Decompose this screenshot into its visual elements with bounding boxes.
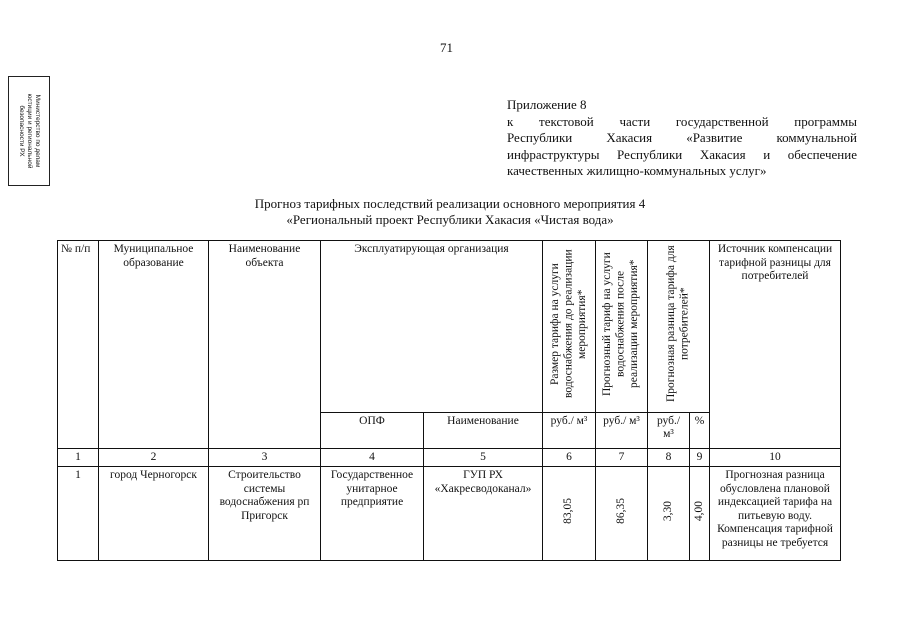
row-diff-rub-value: 3,30: [661, 501, 674, 522]
row-tariff-after: [596, 467, 648, 561]
row-diff-rub: [648, 467, 690, 561]
header-unit-diff: руб./ м³: [648, 412, 690, 448]
header-unit-before: руб./ м³: [543, 412, 596, 448]
row-municipality: город Черногорск: [99, 467, 209, 561]
header-diff: [648, 241, 710, 413]
header-diff-text: Прогнозная разница тарифа для потребителей*: [665, 245, 691, 403]
document-title: [200, 196, 700, 228]
header-municipality: Муниципальное образование: [99, 241, 209, 449]
header-num: № п/п: [58, 241, 99, 449]
appendix-reference: [507, 97, 857, 180]
column-number: 7: [596, 448, 648, 467]
stamp-line: юстиции и региональной: [26, 93, 33, 169]
appendix-line: качественных жилищно-коммунальных услуг»: [507, 163, 767, 178]
column-numbers-row: [58, 448, 841, 467]
header-tariff-before: [543, 241, 596, 413]
appendix-line: к текстовой части государственной программы: [507, 113, 857, 129]
column-number: 8: [648, 448, 690, 467]
header-percent: %: [690, 412, 710, 448]
row-operator-name: ГУП РХ «Хакресводоканал»: [424, 467, 543, 561]
column-number: 3: [209, 448, 321, 467]
title-line-2: «Региональный проект Республики Хакасия «Чистая вода»: [286, 212, 614, 227]
header-operator: Эксплуатирующая организация: [321, 241, 543, 413]
row-diff-percent-value: 4,00: [692, 501, 705, 522]
column-number: 1: [58, 448, 99, 467]
tariff-table: [57, 240, 841, 561]
page-number: 71: [440, 40, 453, 55]
stamp-text: [17, 78, 41, 184]
header-tariff-before-text: Размер тарифа на услуги водоснабжения до реализации мероприятия*: [548, 249, 588, 399]
column-number: 2: [99, 448, 209, 467]
appendix-line: Республики Хакасия «Развитие коммунальной: [507, 130, 857, 145]
column-number: 10: [710, 448, 841, 467]
column-number: 6: [543, 448, 596, 467]
row-tariff-after-value: 86,35: [614, 498, 627, 525]
row-tariff-before-value: 83,05: [562, 498, 575, 525]
stamp-line: Министерство по делам: [34, 94, 41, 168]
header-source: Источник компенсации тарифной разницы для потребителей: [710, 241, 841, 449]
row-diff-percent: [690, 467, 710, 561]
header-tariff-after-text: Прогнозный тариф на услуги водоснабжения после реализации мероприятия*: [601, 252, 641, 396]
row-num: 1: [58, 467, 99, 561]
header-tariff-after: [596, 241, 648, 413]
column-number: 9: [690, 448, 710, 467]
header-opf: ОПФ: [321, 412, 424, 448]
registration-stamp: [8, 76, 50, 186]
header-name: Наименование: [424, 412, 543, 448]
header-row: [58, 241, 841, 413]
row-object: Строительство системы водоснабжения рп Пригорск: [209, 467, 321, 561]
header-unit-after: руб./ м³: [596, 412, 648, 448]
stamp-line: безопасности РХ: [18, 105, 25, 157]
row-opf: Государственное унитарное предприятие: [321, 467, 424, 561]
appendix-line: инфраструктуры Республики Хакасия и обеспечение: [507, 146, 857, 162]
header-object: Наименование объекта: [209, 241, 321, 449]
column-number: 5: [424, 448, 543, 467]
title-line-1: Прогноз тарифных последствий реализации основного мероприятия 4: [254, 196, 646, 211]
table-row: [58, 467, 841, 561]
appendix-line: Приложение 8: [507, 97, 587, 112]
row-tariff-before: [543, 467, 596, 561]
column-number: 4: [321, 448, 424, 467]
row-source: Прогнозная разница обусловлена плановой индексацией тарифа на питьевую воду. Компенсация тарифной разницы не требуется: [710, 467, 841, 561]
